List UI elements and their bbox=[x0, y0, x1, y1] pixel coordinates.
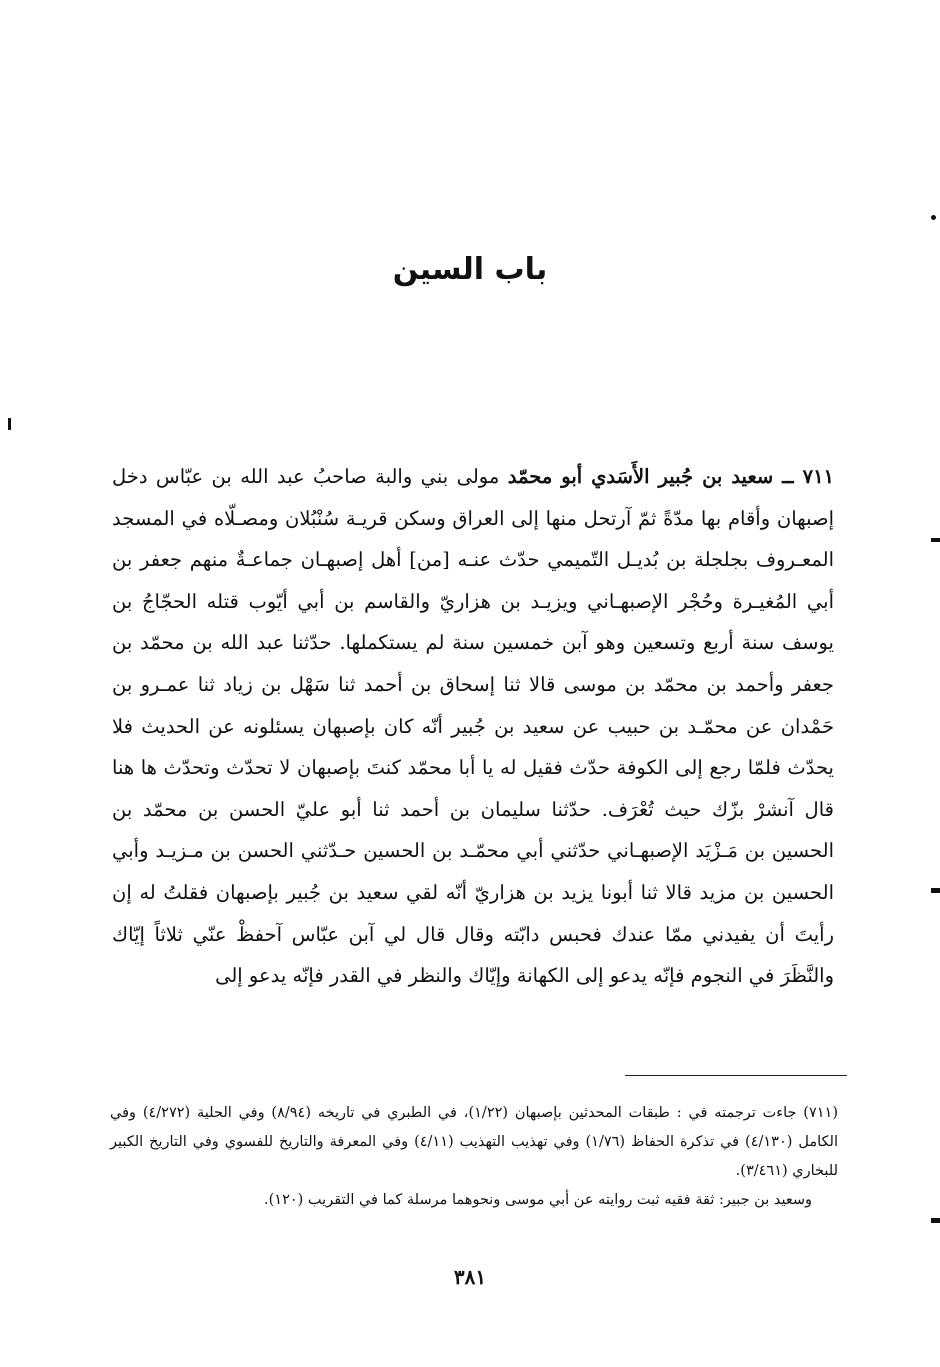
scan-speck bbox=[8, 418, 11, 430]
chapter-title: باب السين bbox=[392, 252, 548, 287]
footnote-divider bbox=[625, 1075, 847, 1076]
scan-speck bbox=[931, 888, 940, 893]
entry-body bbox=[112, 456, 834, 997]
entry-heading: ٧١١ ــ سعيد بن جُبير الأَسَدي أبو محمّد bbox=[507, 465, 835, 488]
scan-speck bbox=[931, 1218, 940, 1223]
footnote-sources: (٧١١) جاءت ترجمته في : طبقات المحدثين بإصبهان (١/٢٢)، في الطبري في تاريخه (٨/٩٤) وفي الحلية (٤/٢٧٢) وفي الكامل (٤/١٣٠) في تذكرة الحفاظ (١/٧٦) وفي تهذيب التهذيب (٤/١١) وفي المعرفة والتاريخ للفسوي وفي التاريخ الكبير للبخاري (٣/٤٦١). bbox=[110, 1105, 839, 1179]
footnote-grading: وسعيد بن جبير: ثقة فقيه ثبت روايته عن أبي موسى ونحوهما مرسلة كما في التقريب (١٢٠). bbox=[264, 1192, 812, 1208]
scan-speck bbox=[931, 215, 936, 220]
entry-text: مولى بني والبة صاحبُ عبد الله بن عبّاس دخل إصبهان وأقام بها مدّةً ثمّ آرتحل منها إلى العراق وسكن قريـة سُنْبُلان ومصـلّاه في المسجد المعـروف بجلجلة بن بُديـل التّميمي حدّث عنـه [من] أهل إصبهـان جماعـةٌ منهم جعفر بن أبي المُغيـرة وحُجْر الإصبهـاني ويزيـد بن هزاريّ والقاسم بن أبي أيّوب قتله الحجّاجُ بن يوسف سنة أربع وتسعين وهو آبن خمسين سنة لم يستكملها. حدّثنا عبد الله بن محمّد بن جعفر وأحمد بن محمّد بن موسى قالا ثنا إسحاق بن أحمد ثنا سَهْل بن زياد ثنا عمـرو بن حَمْدان عن محمّـد بن حبيب عن سعيد بن جُبير أنّه كان بإصبهان يسئلونه عن الحديث فلا يحدّث فلمّا رجع إلى الكوفة حدّث فقيل له يا أبا محمّد كنتَ بإصبهان لا تحدّث وتحدّث ها هنا قال آنشرْ بزّك حيث تُعْرَف. حدّثنا سليمان بن أحمد ثنا أبو عليّ الحسن بن محمّد بن الحسين بن مَـزْيَد الإصبهـاني حدّثني أبي محمّـد بن الحسين حـدّثني الحسن بن مـزيـد وأبي الحسين بن مزيد قالا ثنا أبونا يزيد بن هزاريّ أنّه لقي سعيد بن جُبير بإصبهان فقلتُ له إن رأيتَ أن يفيدني ممّا عندك فحبس دابّته وقال قال لي آبن عبّاس آحفظْ عنّي ثلاثاً إيّاك والنَّظَرَ في النجوم فإنّه يدعو إلى الكهانة وإيّاك والنظر في القدر فإنّه يدعو إلى bbox=[112, 465, 834, 988]
footnotes bbox=[110, 1099, 838, 1215]
scan-speck bbox=[931, 538, 940, 542]
page-number: ٣٨١ bbox=[453, 1265, 487, 1289]
